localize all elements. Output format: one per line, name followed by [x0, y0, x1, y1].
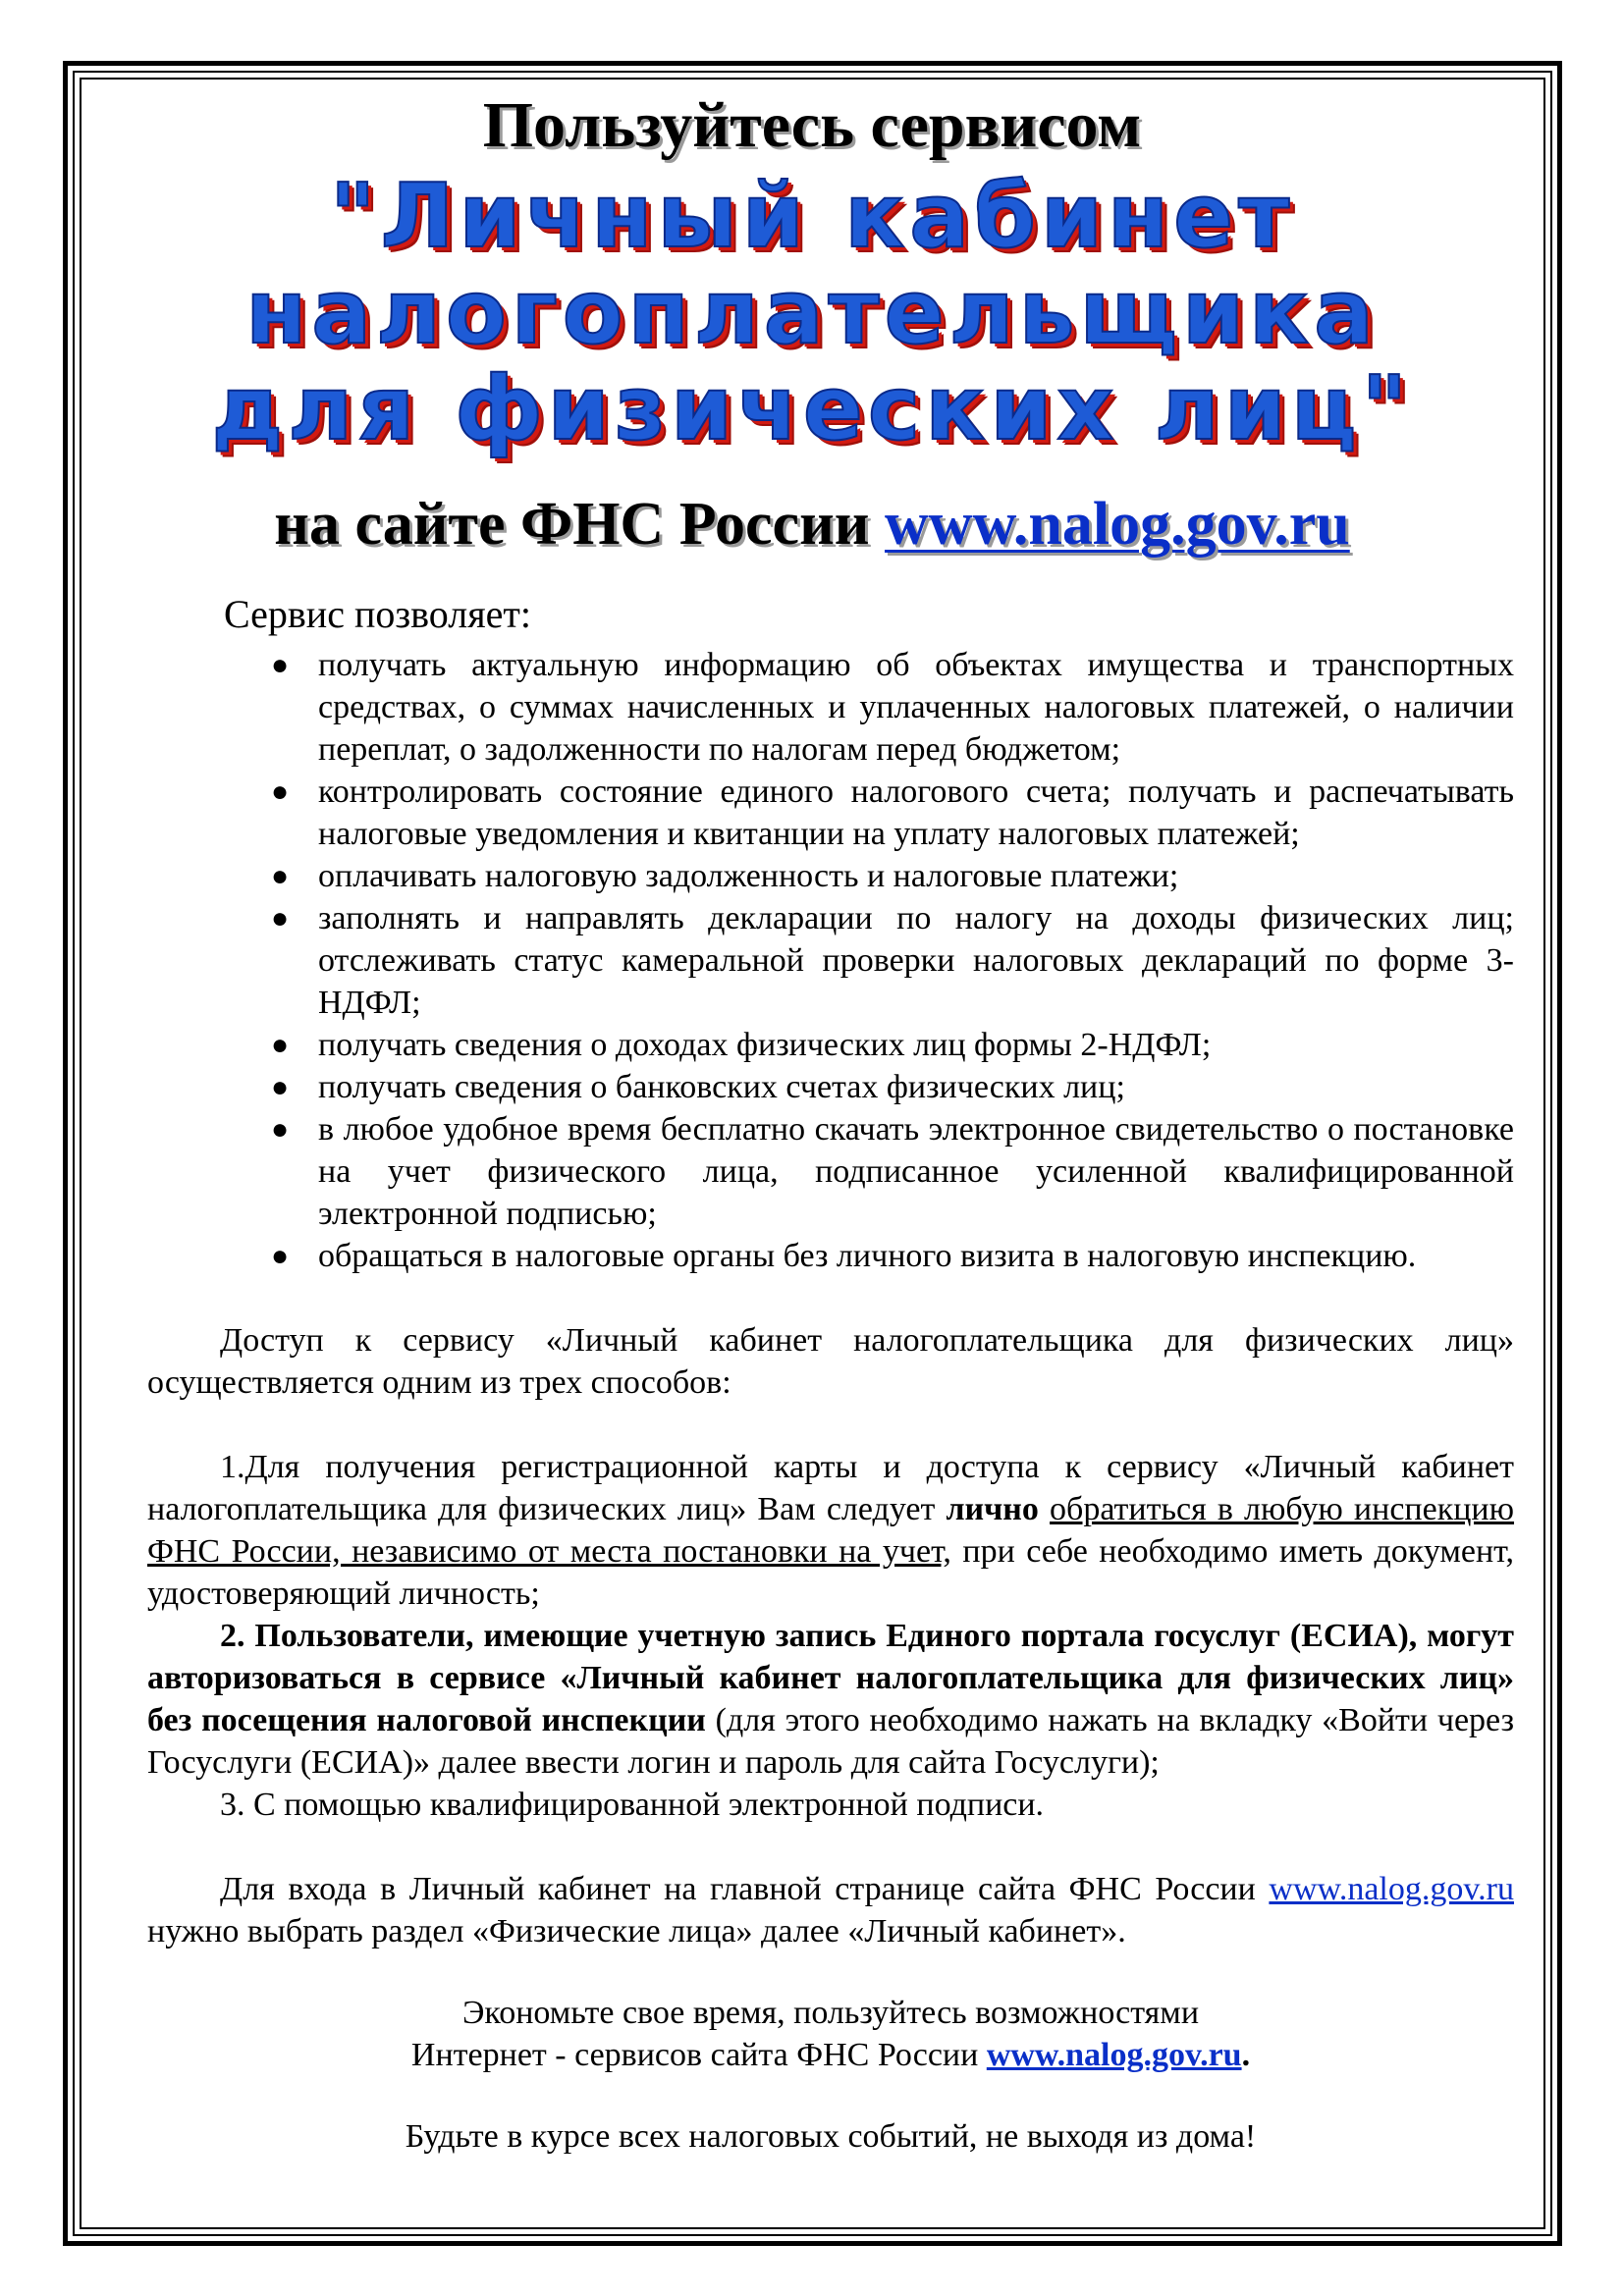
service-title [0, 165, 1624, 460]
method-2-bold: 2. Пользователи, имеющие учетную запись Единого портала госуслуг (ЕСИА), могут авторизоваться в сервисе «Личный кабинет налогоплательщика для физических лиц» без посещения налоговой инспекции [147, 1618, 1514, 1738]
method-1-paragraph: 1.Для получения регистрационной карты и доступа к сервису «Личный кабинет налогоплательщика для физических лиц» Вам следует лично обратиться в любую инспекцию ФНС России, независимо от места постановки на учет, при себе необходимо иметь документ, удостоверяющий личность; [147, 1449, 1515, 1612]
heading-site-link[interactable]: www.nalog.gov.ru [885, 491, 1350, 558]
bullet-icon: ● [271, 1071, 290, 1103]
list-item: ● оплачивать налоговую задолженность и налоговые платежи; [318, 855, 1514, 897]
footer-line-1: Экономьте свое время, пользуйтесь возможностями [461, 1995, 1200, 2031]
bullet-icon: ● [271, 1113, 290, 1146]
list-item: ● контролировать состояние единого налогового счета; получать и распечатывать налоговые уведомления и квитанции на уплату налоговых платежей; [318, 771, 1514, 855]
entry-paragraph: Для входа в Личный кабинет на главной странице сайта ФНС России www.nalog.gov.ru нужно выбрать раздел «Физические лица» далее «Личный кабинет». [147, 1871, 1514, 1949]
main-content [147, 589, 1514, 2158]
list-item: ● обращаться в налоговые органы без личного визита в налоговую инспекцию. [318, 1235, 1514, 1277]
list-item: ● получать сведения о банковских счетах физических лиц; [318, 1066, 1514, 1108]
features-list [147, 644, 1514, 1277]
heading-use-service: Пользуйтесь сервисом [482, 89, 1142, 161]
list-item: ● в любое удобное время бесплатно скачать электронное свидетельство о постановке на учет физического лица, подписанное усиленной квалифицированной электронной подписью; [318, 1108, 1514, 1235]
bullet-icon: ● [271, 775, 290, 808]
list-item: ● заполнять и направлять декларации по налогу на доходы физических лиц; отслеживать статус камеральной проверки налоговых деклараций по форме 3-НДФЛ; [318, 897, 1514, 1024]
method-1-underlined: обратиться в любую инспекцию ФНС России, независимо от места постановки на учет, [147, 1491, 1515, 1570]
footer-line-2: Интернет - сервисов сайта ФНС России www.nalog.gov.ru. [410, 2037, 1251, 2073]
list-item: ● получать сведения о доходах физических лиц формы 2-НДФЛ; [318, 1024, 1514, 1066]
features-intro: Сервис позволяет: [224, 592, 531, 636]
service-title-line-2: налогоплательщика [245, 261, 1379, 364]
bullet-icon: ● [271, 1029, 290, 1061]
heading-site-text: на сайте ФНС России [274, 491, 870, 558]
entry-link[interactable]: www.nalog.gov.ru [1269, 1871, 1514, 1907]
bullet-icon: ● [271, 1240, 290, 1272]
method-3-paragraph: 3. С помощью квалифицированной электронной подписи. [220, 1787, 1045, 1823]
list-item: ● получать актуальную информацию об объектах имущества и транспортных средствах, о суммах начисленных и уплаченных налоговых платежей, о наличии переплат, о задолженности по налогам перед бюджетом; [318, 644, 1514, 771]
service-title-line-3: для физических лиц" [211, 357, 1413, 460]
method-2-paragraph: 2. Пользователи, имеющие учетную запись Единого портала госуслуг (ЕСИА), могут авторизоваться в сервисе «Личный кабинет налогоплательщика для физических лиц» без посещения налоговой инспекции (для этого необходимо нажать на вкладку «Войти через Госуслуги (ЕСИА)» далее ввести логин и пароль для сайта Госуслуги); [147, 1618, 1514, 1781]
bullet-icon: ● [271, 902, 290, 934]
bullet-icon: ● [271, 649, 290, 681]
access-paragraph: Доступ к сервису «Личный кабинет налогоплательщика для физических лиц» осуществляется одним из трех способов: [147, 1322, 1514, 1401]
footer-link[interactable]: www.nalog.gov.ru [986, 2037, 1242, 2073]
service-title-line-1: "Личный кабинет [329, 165, 1295, 268]
bullet-icon: ● [271, 860, 290, 892]
heading-site [0, 485, 1624, 563]
footer-line-3: Будьте в курсе всех налоговых событий, не выходя из дома! [405, 2118, 1257, 2155]
method-1-bold: лично [946, 1491, 1039, 1527]
